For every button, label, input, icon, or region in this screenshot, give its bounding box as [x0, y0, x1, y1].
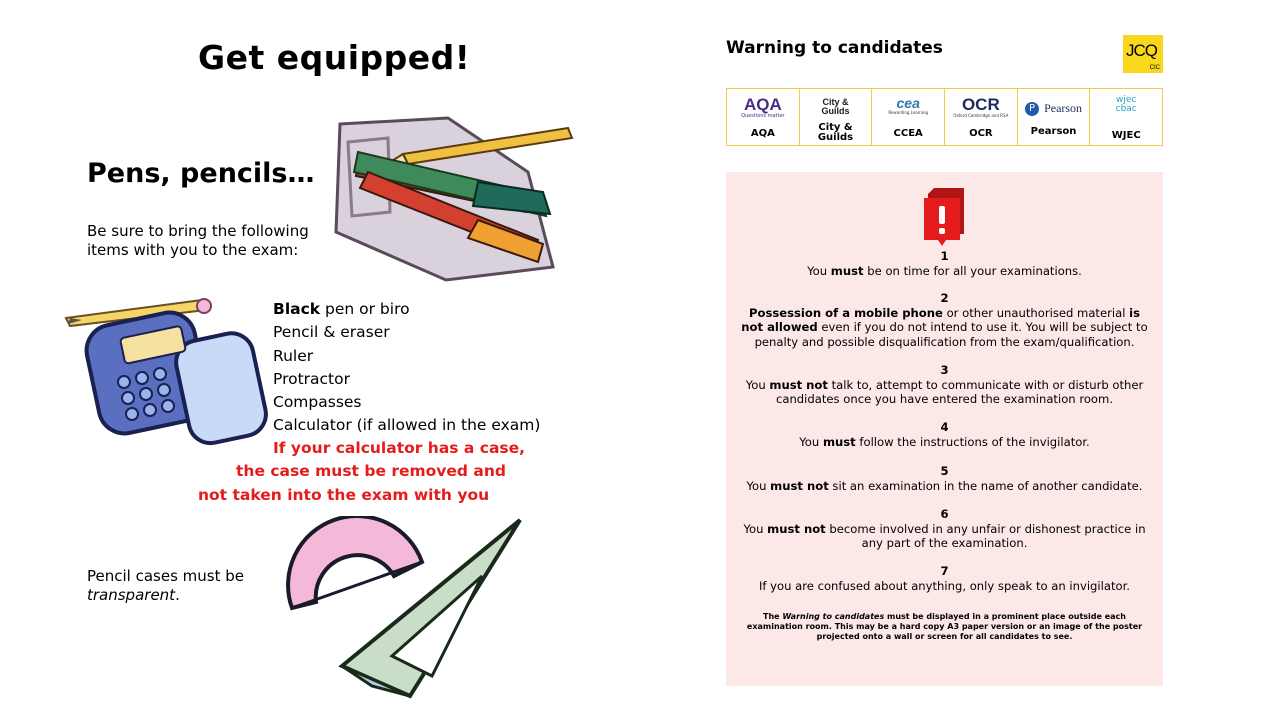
calculator-warning-line: the case must be removed and [236, 462, 507, 480]
calculator-warning-line: If your calculator has a case, [273, 439, 526, 457]
pencil-case-note: Pencil cases must be transparent. [87, 567, 244, 604]
protractor-illustration [282, 516, 528, 700]
board-wjec: wjec cbac WJEC [1090, 89, 1162, 145]
calculator-illustration [62, 296, 270, 448]
rule-6: 6 You must not become involved in any unfair or dishonest practice in any part of the examination. [743, 507, 1146, 550]
rule-1: 1 You must be on time for all your examinations. [807, 249, 1082, 278]
exam-boards-strip [726, 88, 1163, 146]
rule-4: 4 You must follow the instructions of the invigilator. [799, 420, 1090, 449]
calculator-warning-line: not taken into the exam with you [198, 486, 490, 504]
list-item: Protractor [273, 369, 350, 388]
exclamation-alert-icon [924, 184, 966, 246]
rule-7: 7 If you are confused about anything, only speak to an invigilator. [758, 564, 1130, 593]
rule-3: 3 You must not talk to, attempt to communicate with or disturb other candidates once you have entered the examination room. [745, 363, 1144, 406]
board-ccea: cea Rewarding Learning CCEA [872, 89, 945, 145]
wjec-logo: wjec cbac [1115, 95, 1137, 114]
ocr-logo: OCR Oxford Cambridge and RSA [953, 95, 1009, 118]
ccea-logo: cea Rewarding Learning [888, 95, 929, 115]
display-footnote: The Warning to candidates must be displayed in a prominent place outside each examination room. This may be a hard copy A3 paper version or an image of the poster projected onto a wall or screen for all candidates to see. [746, 612, 1143, 641]
pens-illustration [328, 112, 578, 284]
intro-text: Be sure to bring the following items with you to the exam: [87, 222, 309, 259]
rule-2: 2 Possession of a mobile phone or other unauthorised material is not allowed even if you do not intend to use it. You will be subject to penalty and possible disqualification from the exam/qualification. [741, 291, 1148, 349]
jcq-logo: JCQ CIC [1123, 35, 1163, 73]
rule-5: 5 You must not sit an examination in the name of another candidate. [746, 464, 1143, 493]
list-item: Ruler [273, 346, 314, 365]
equipment-list [273, 298, 540, 438]
board-ocr: OCR Oxford Cambridge and RSA OCR [945, 89, 1018, 145]
list-item: Pencil & eraser [273, 323, 390, 342]
page-title: Get equipped! [198, 38, 471, 77]
section-heading: Pens, pencils… [87, 158, 315, 189]
board-aqa: AQA Questions matter AQA [727, 89, 800, 145]
board-pearson: P Pearson Pearson [1018, 89, 1091, 145]
pearson-logo: P Pearson [1018, 98, 1090, 117]
warning-title: Warning to candidates [726, 38, 943, 58]
warning-notice [726, 172, 1163, 686]
board-city-guilds: City & Guilds City & Guilds [800, 89, 873, 145]
city-guilds-logo: City & Guilds [821, 97, 850, 116]
aqa-logo: AQA Questions matter [741, 95, 785, 119]
list-item: Compasses [273, 393, 362, 412]
list-item: Black pen or biro [273, 300, 410, 318]
list-item: Calculator (if allowed in the exam) [273, 416, 541, 435]
